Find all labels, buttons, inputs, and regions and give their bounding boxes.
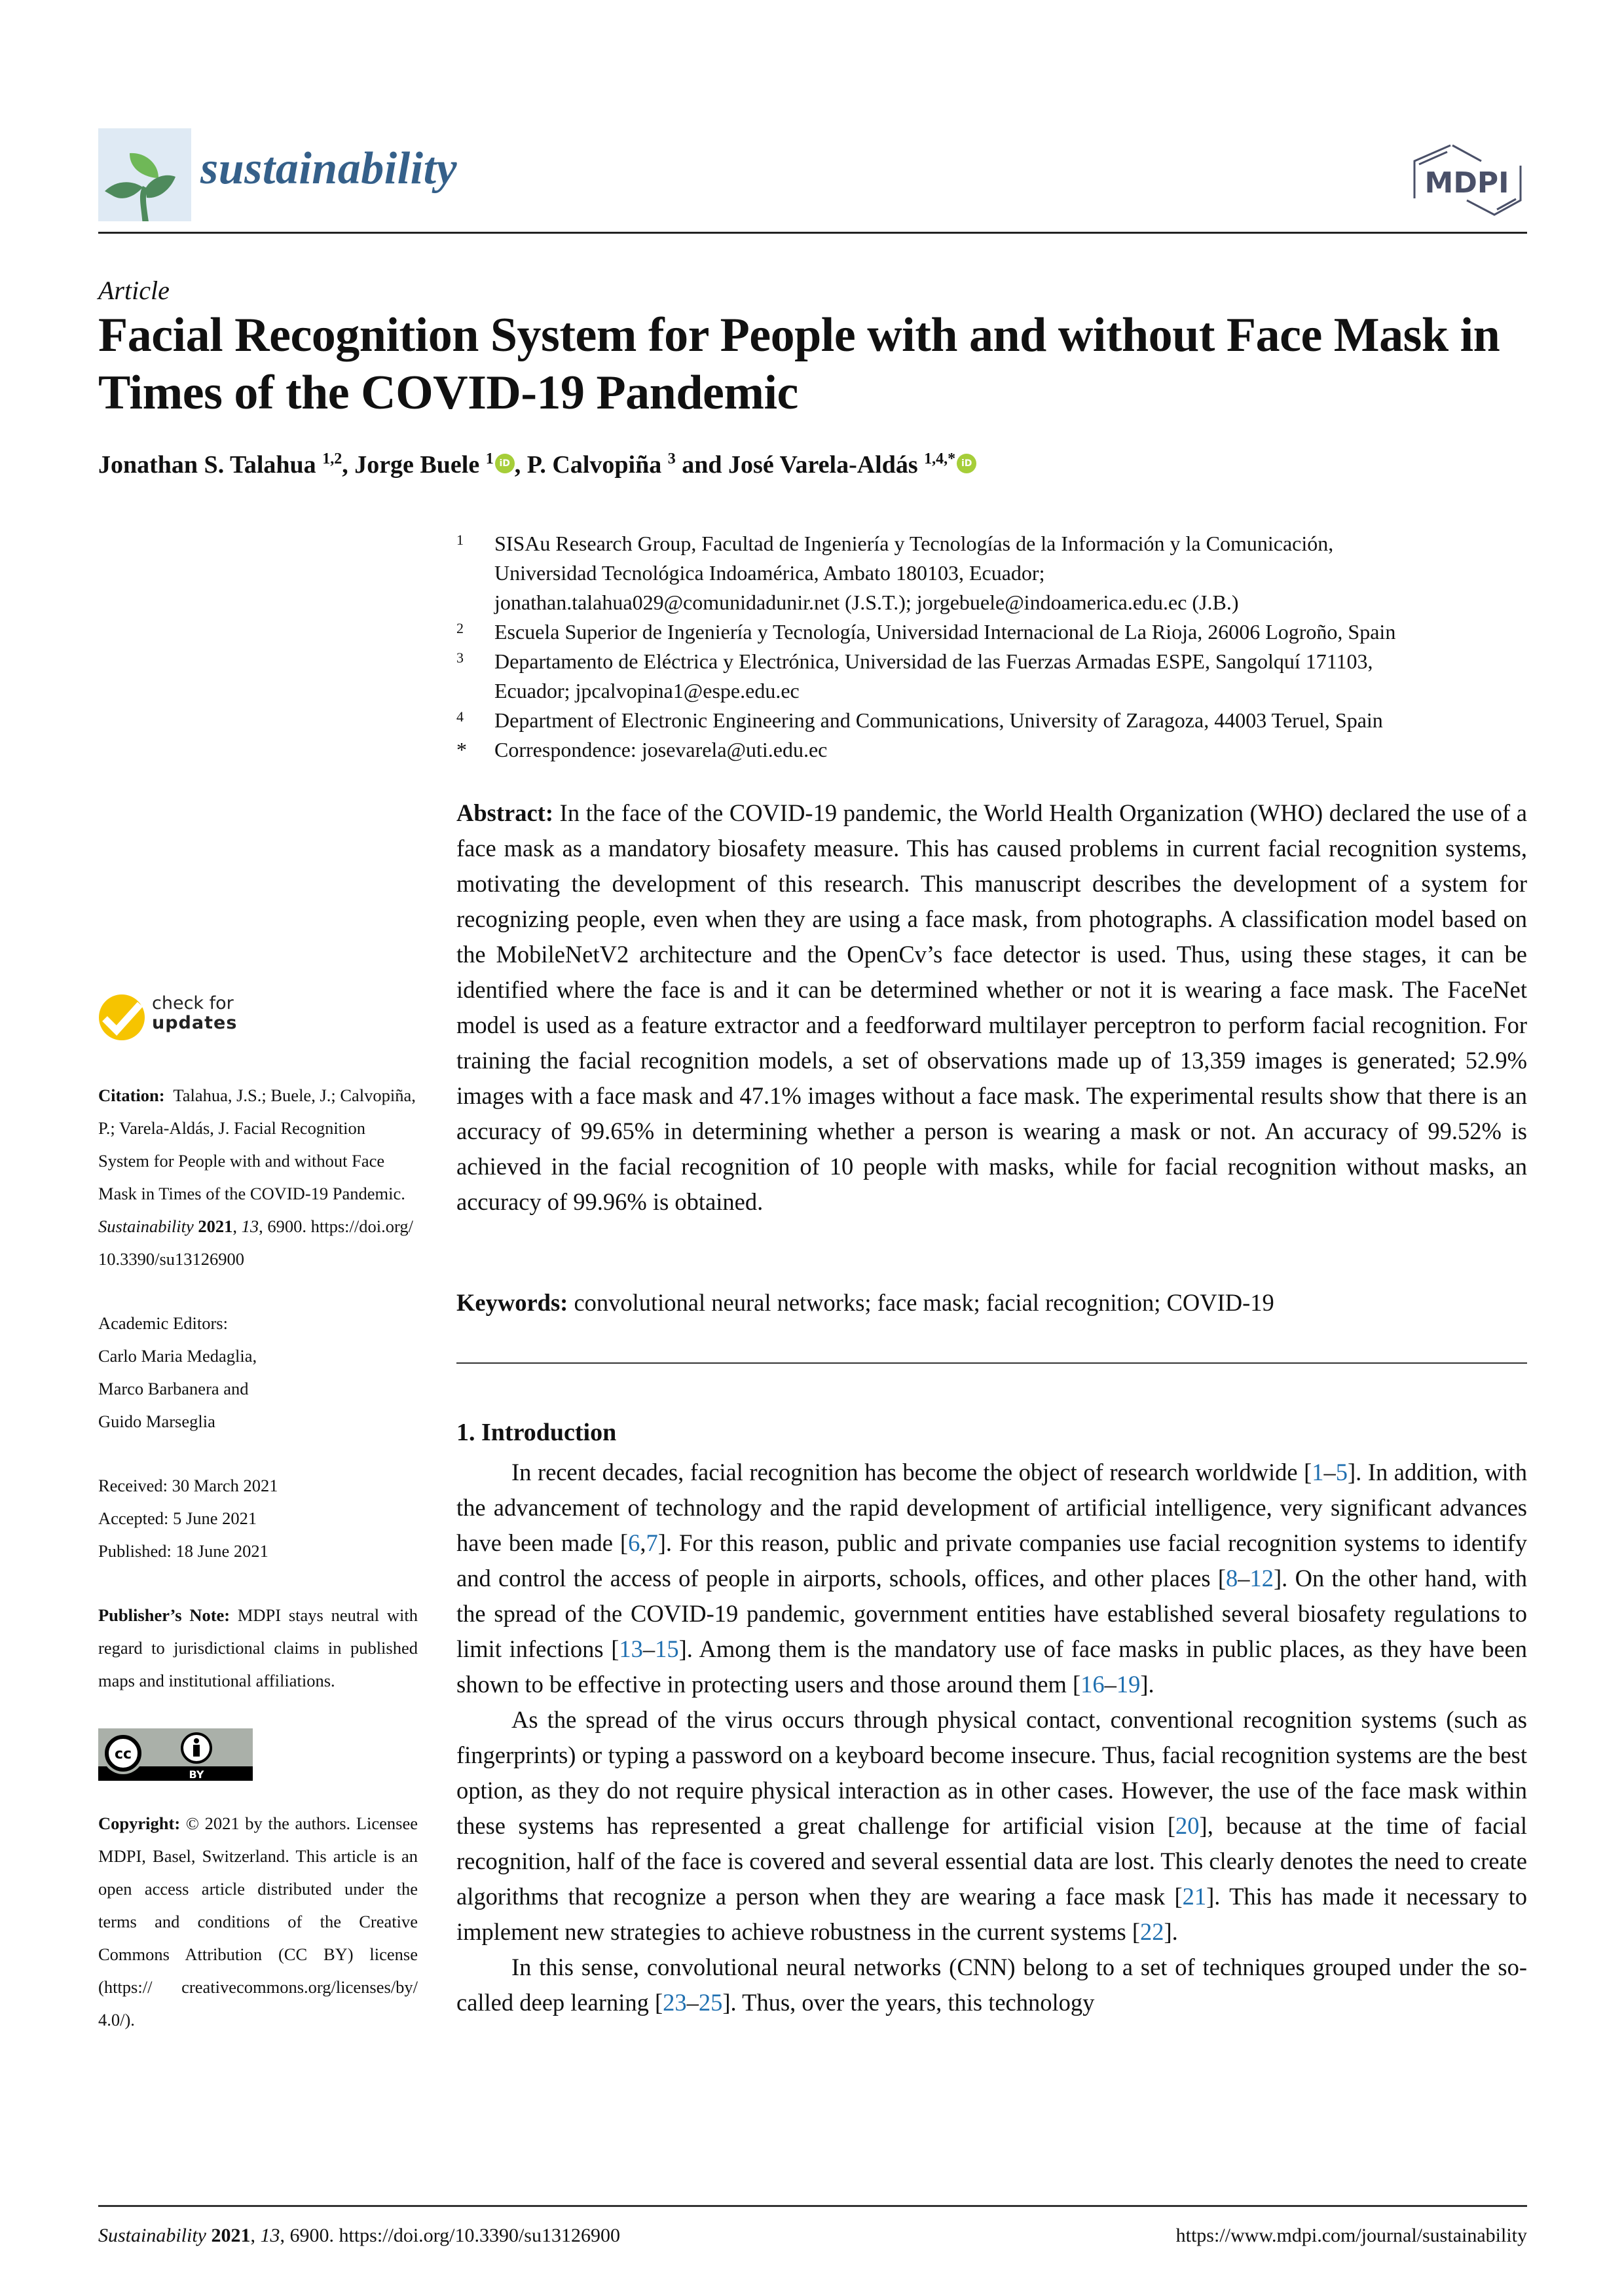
affiliation-1: 1 SISAu Research Group, Facultad de Ingeniería y Tecnologías de la Información y la Comunicación, Universidad Tecnológica Indoamérica, Ambato 180103, Ecuador; jonathan.talahua029@comunidadunir.net (J.S.T.); jorgebuele@indoamerica.edu.ec (J.B.) [456, 529, 1530, 617]
correspondence: * Correspondence: josevarela@uti.edu.ec [456, 738, 828, 761]
sidebar [98, 989, 418, 2068]
keywords-label: Keywords: [456, 1289, 568, 1316]
abstract-label: Abstract: [456, 799, 553, 826]
reference-link[interactable]: 1 [1312, 1459, 1324, 1485]
author-emails[interactable]: jonathan.talahua029@comunidadunir.net (J.S.T.); jorgebuele@indoamerica.edu.ec (J.B.) [494, 591, 1239, 614]
leaf-icon [98, 128, 191, 221]
keywords [456, 1285, 1527, 1321]
cc-by-license-badge[interactable] [98, 1728, 253, 1781]
journal-url-link[interactable]: https://www.mdpi.com/journal/sustainability [1175, 2225, 1527, 2246]
keywords-text: convolutional neural networks; face mask; facial recognition; COVID-19 [574, 1289, 1274, 1316]
mdpi-logo [1408, 143, 1526, 218]
reference-link[interactable]: 21 [1182, 1883, 1207, 1910]
journal-logo [98, 128, 191, 221]
check-updates-icon [98, 994, 145, 1041]
footer-citation: Sustainability 2021, 13, 6900. https://doi.org/10.3390/su13126900 [98, 2225, 620, 2246]
header-rule [98, 232, 1527, 234]
author: José Varela-Aldás $^{1,4,*}$ iD [728, 451, 976, 479]
orcid-icon[interactable]: iD [495, 454, 515, 473]
reference-link[interactable]: 23 [663, 1989, 687, 2016]
reference-link[interactable]: 13 [619, 1635, 643, 1662]
svg-text:BY: BY [189, 1768, 204, 1781]
reference-link[interactable]: 6 [628, 1529, 640, 1556]
article-title: Facial Recognition System for People with and without Face Mask in Times of the COVID-19 Pandemic [98, 308, 1500, 420]
reference-link[interactable]: 20 [1175, 1812, 1200, 1839]
published-date: Published: 18 June 2021 [98, 1541, 268, 1561]
abstract [456, 795, 1527, 1220]
section-heading: 1. Introduction [456, 1419, 617, 1446]
reference-link[interactable]: 16 [1080, 1671, 1105, 1698]
reference-link[interactable]: 15 [655, 1635, 679, 1662]
paragraph: As the spread of the virus occurs through physical contact, conventional recognition systems (such as fingerprints) or typing a password on a keyboard become insecure. Thus, facial recognition systems are the best option, as they do not require physical interaction as in other cases. However, the use of the face mask within these systems has represented a great challenge for artificial vision [20], because at the time of facial recognition, half of the face is covered and several essential data are lost. This clearly denotes the need to create algorithms that recognize a person when they are wearing a face mask [21]. This has made it necessary to implement new strategies to achieve robustness in the current systems [22]. [456, 1706, 1528, 1945]
author: Jonathan S. Talahua $^{1,2}$, [98, 450, 355, 479]
reference-link[interactable]: 5 [1335, 1459, 1348, 1485]
svg-text:MDPI: MDPI [1424, 166, 1509, 200]
publisher-note: Publisher’s Note: MDPI stays neutral with regard to jurisdictional claims in published maps and institutional affiliations. [98, 1605, 418, 1690]
journal-name: sustainability [200, 143, 458, 194]
article-type: Article [98, 276, 170, 305]
affiliation-4: 4 Department of Electronic Engineering and Communications, University of Zaragoza, 44003 Teruel, Spain [456, 708, 1383, 732]
affiliations [456, 529, 1530, 765]
footer-rule [98, 2205, 1527, 2207]
introduction-body [456, 1455, 1527, 2020]
footer-doi-link[interactable]: , 6900. https://doi.org/10.3390/su13126900 [280, 2225, 620, 2246]
reference-link[interactable]: 12 [1249, 1565, 1274, 1592]
affiliation-2: 2 Escuela Superior de Ingeniería y Tecnología, Universidad Internacional de La Rioja, 26006 Logroño, Spain [456, 620, 1396, 644]
reference-link[interactable]: 22 [1140, 1918, 1164, 1945]
accepted-date: Accepted: 5 June 2021 [98, 1508, 257, 1528]
paragraph: In recent decades, facial recognition has become the object of research worldwide [1–5]. In addition, with the advancement of technology and the rapid development of artificial intelligence, very significant advances have been made [6,7]. For this reason, public and private companies use facial recognition systems to identify and control the access of people in airports, schools, offices, and other places [8–12]. On the other hand, with the spread of the COVID-19 pandemic, government entities have established several biosafety regulations to limit infections [13–15]. Among them is the mandatory use of face masks in public places, as they have been shown to be effective in protecting users and those around them [16–19]. [456, 1459, 1528, 1698]
publication-dates [98, 1469, 418, 1567]
orcid-icon[interactable]: iD [957, 454, 976, 473]
abstract-text: In the face of the COVID-19 pandemic, the World Health Organization (WHO) declared the use of a face mask as a mandatory biosafety measure. This has caused problems in current facial recognition systems, motivating the development of this research. This manuscript describes the development of a system for recognizing people, even when they are using a face mask, from photographs. A classification model based on the MobileNetV2 architecture and the OpenCv’s face detector is used. Thus, using these stages, it can be identified where the face is and it can be determined whether or not it is wearing a face mask. The FaceNet model is used as a feature extractor and a feedforward multilayer perceptron to perform facial recognition. For training the facial recognition models, a set of observations made up of 13,359 images is generated; 52.9% images with a face mask and 47.1% images without a face mask. The experimental results show that there is an accuracy of 99.65% in determining whether a person is wearing a mask or not. An accuracy of 99.52% is achieved in the facial recognition of 10 people with masks, while for facial recognition without masks, an accuracy of 99.96% is obtained. [456, 799, 1527, 1215]
paragraph: In this sense, convolutional neural networks (CNN) belong to a set of techniques grouped under the so-called deep learning [23–25]. Thus, over the years, this technology [456, 1954, 1527, 2016]
author-list [98, 450, 976, 479]
author: Jorge Buele $^1$ iD , [354, 450, 527, 479]
academic-editors: Academic Editors: Carlo Maria Medaglia, Marco Barbanera and Guido Marseglia [98, 1313, 257, 1431]
received-date: Received: 30 March 2021 [98, 1476, 278, 1495]
copyright: Copyright: © 2021 by the authors. Licensee MDPI, Basel, Switzerland. This article is an open access article distributed under the terms and conditions of the Creative Commons Attribution (CC BY) license (https:// creativecommons.org/licenses/by/ 4.0/). [98, 1813, 418, 2030]
citation-label: Citation: [98, 1085, 165, 1105]
check-for-updates-button[interactable]: check for updates [98, 989, 418, 1048]
section-divider [456, 1362, 1527, 1364]
person-icon [194, 1738, 199, 1743]
reference-link[interactable]: 7 [646, 1529, 658, 1556]
author: P. Calvopiña $^3$ and [526, 450, 729, 479]
citation-doi-link[interactable]: https://doi.org/10.3390/su13126900 [98, 1216, 413, 1269]
affiliation-3: 3 Departamento de Eléctrica y Electrónica, Universidad de las Fuerzas Armadas ESPE, Sangolquí 171103, Ecuador; jpcalvopina1@espe.edu.ec [456, 649, 1373, 702]
svg-text:cc: cc [114, 1746, 132, 1762]
reference-link[interactable]: 8 [1226, 1565, 1238, 1592]
citation: Citation: Talahua, J.S.; Buele, J.; Calvopiña, P.; Varela-Aldás, J. Facial Recognition System for People with and without Face Mask in Times of the COVID-19 Pandemic. Sustainability 2021, 13, 6900. https://doi.org/10.3390/su13126900 [98, 1085, 416, 1269]
reference-link[interactable]: 25 [698, 1989, 723, 2016]
reference-link[interactable]: 19 [1116, 1671, 1141, 1698]
